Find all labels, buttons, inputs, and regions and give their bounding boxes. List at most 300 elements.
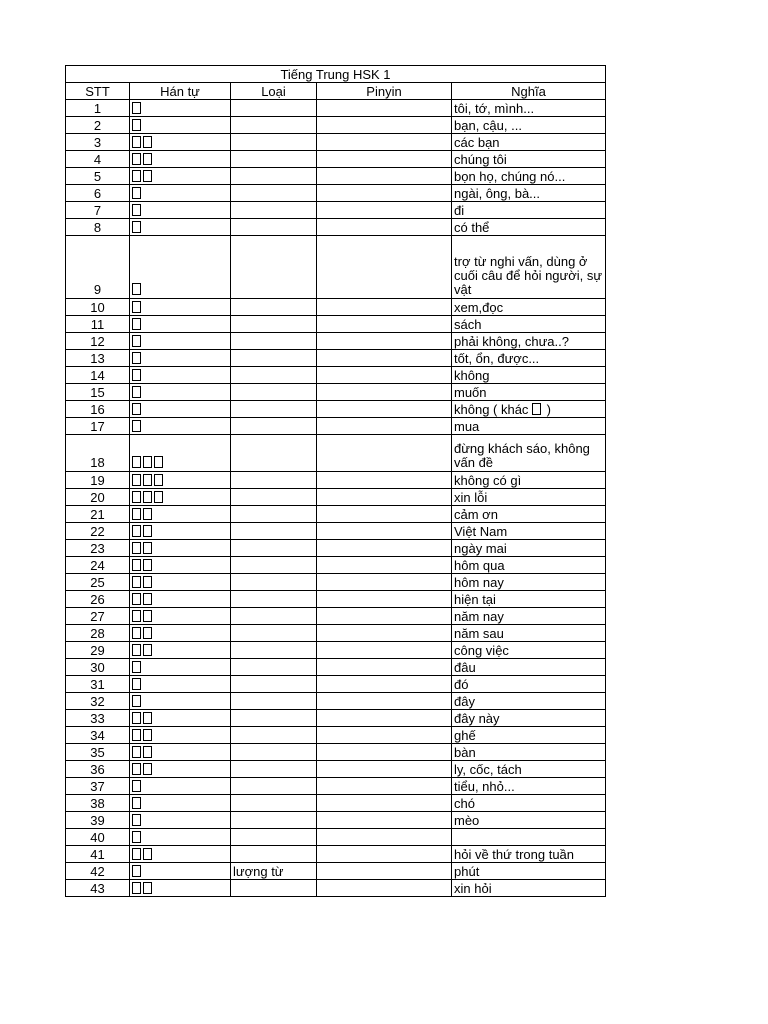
missing-glyph-icon <box>132 865 141 877</box>
vocabulary-table <box>65 65 606 897</box>
cell-stt[interactable]: 1 <box>66 100 130 117</box>
cell-han-tu[interactable] <box>130 710 231 727</box>
missing-glyph-icon <box>132 283 141 295</box>
cell-pinyin[interactable] <box>317 642 452 659</box>
header-han-tu[interactable]: Hán tự <box>130 83 231 100</box>
missing-glyph-icon <box>132 136 141 148</box>
cell-han-tu[interactable] <box>130 727 231 744</box>
missing-glyph-icon <box>132 610 141 622</box>
table-body <box>66 66 606 897</box>
cell-nghia[interactable]: ngày mai <box>452 540 606 557</box>
cell-nghia[interactable]: ghế <box>452 727 606 744</box>
cell-pinyin[interactable] <box>317 100 452 117</box>
cell-loai[interactable] <box>231 219 317 236</box>
cell-loai[interactable] <box>231 418 317 435</box>
cell-han-tu[interactable] <box>130 523 231 540</box>
cell-nghia[interactable]: hôm qua <box>452 557 606 574</box>
cell-han-tu[interactable] <box>130 642 231 659</box>
cell-loai[interactable] <box>231 829 317 846</box>
cell-loai[interactable] <box>231 557 317 574</box>
cell-loai[interactable] <box>231 168 317 185</box>
table-row <box>66 659 606 676</box>
cell-loai[interactable] <box>231 727 317 744</box>
cell-han-tu[interactable] <box>130 744 231 761</box>
missing-glyph-icon <box>132 797 141 809</box>
table-row <box>66 625 606 642</box>
cell-han-tu[interactable] <box>130 489 231 506</box>
cell-han-tu[interactable] <box>130 795 231 812</box>
cell-han-tu[interactable] <box>130 202 231 219</box>
cell-han-tu[interactable] <box>130 299 231 316</box>
cell-stt[interactable]: 2 <box>66 117 130 134</box>
cell-pinyin[interactable] <box>317 880 452 897</box>
cell-han-tu[interactable] <box>130 557 231 574</box>
cell-pinyin[interactable] <box>317 625 452 642</box>
cell-nghia[interactable]: các bạn <box>452 134 606 151</box>
cell-loai[interactable] <box>231 642 317 659</box>
cell-nghia[interactable] <box>452 401 606 418</box>
cell-pinyin[interactable] <box>317 333 452 350</box>
cell-stt[interactable]: 22 <box>66 523 130 540</box>
cell-nghia[interactable]: có thể <box>452 219 606 236</box>
cell-pinyin[interactable] <box>317 472 452 489</box>
cell-stt[interactable]: 35 <box>66 744 130 761</box>
cell-pinyin[interactable] <box>317 418 452 435</box>
cell-pinyin[interactable] <box>317 185 452 202</box>
missing-glyph-icon <box>143 729 152 741</box>
table-row <box>66 185 606 202</box>
cell-nghia[interactable]: cảm ơn <box>452 506 606 523</box>
cell-stt[interactable]: 27 <box>66 608 130 625</box>
missing-glyph-icon <box>143 508 152 520</box>
cell-stt[interactable]: 37 <box>66 778 130 795</box>
cell-han-tu[interactable] <box>130 100 231 117</box>
cell-loai[interactable] <box>231 367 317 384</box>
cell-han-tu[interactable] <box>130 540 231 557</box>
table-row <box>66 418 606 435</box>
cell-pinyin[interactable] <box>317 795 452 812</box>
cell-stt[interactable]: 8 <box>66 219 130 236</box>
cell-stt[interactable]: 16 <box>66 401 130 418</box>
table-row <box>66 846 606 863</box>
cell-stt[interactable]: 5 <box>66 168 130 185</box>
table-row <box>66 350 606 367</box>
cell-loai[interactable] <box>231 333 317 350</box>
table-row <box>66 744 606 761</box>
missing-glyph-icon <box>132 420 141 432</box>
cell-stt[interactable]: 9 <box>66 236 130 299</box>
cell-pinyin[interactable] <box>317 236 452 299</box>
missing-glyph-icon <box>154 491 163 503</box>
cell-pinyin[interactable] <box>317 846 452 863</box>
cell-pinyin[interactable] <box>317 168 452 185</box>
cell-stt[interactable]: 12 <box>66 333 130 350</box>
cell-loai[interactable]: lượng từ <box>231 863 317 880</box>
cell-pinyin[interactable] <box>317 384 452 401</box>
cell-pinyin[interactable] <box>317 608 452 625</box>
cell-loai[interactable] <box>231 384 317 401</box>
cell-nghia[interactable]: đi <box>452 202 606 219</box>
cell-nghia[interactable]: đây này <box>452 710 606 727</box>
missing-glyph-icon <box>132 187 141 199</box>
cell-stt[interactable]: 25 <box>66 574 130 591</box>
cell-nghia[interactable]: xin lỗi <box>452 489 606 506</box>
table-row <box>66 367 606 384</box>
header-nghia[interactable]: Nghĩa <box>452 83 606 100</box>
table-row <box>66 710 606 727</box>
cell-nghia[interactable]: chó <box>452 795 606 812</box>
header-row <box>66 83 606 100</box>
cell-nghia[interactable]: hôm nay <box>452 574 606 591</box>
cell-loai[interactable] <box>231 795 317 812</box>
cell-pinyin[interactable] <box>317 350 452 367</box>
cell-pinyin[interactable] <box>317 540 452 557</box>
cell-stt[interactable]: 32 <box>66 693 130 710</box>
cell-nghia[interactable]: tốt, ổn, được... <box>452 350 606 367</box>
sheet-title[interactable]: Tiếng Trung HSK 1 <box>66 66 606 83</box>
cell-han-tu[interactable] <box>130 401 231 418</box>
cell-loai[interactable] <box>231 693 317 710</box>
table-row <box>66 333 606 350</box>
table-row <box>66 608 606 625</box>
missing-glyph-icon <box>132 644 141 656</box>
missing-glyph-icon <box>132 593 141 605</box>
cell-pinyin[interactable] <box>317 117 452 134</box>
cell-han-tu[interactable] <box>130 608 231 625</box>
cell-han-tu[interactable] <box>130 472 231 489</box>
cell-nghia[interactable]: đây <box>452 693 606 710</box>
table-row <box>66 693 606 710</box>
missing-glyph-icon <box>143 153 152 165</box>
cell-stt[interactable]: 24 <box>66 557 130 574</box>
cell-loai[interactable] <box>231 299 317 316</box>
cell-pinyin[interactable] <box>317 316 452 333</box>
header-stt[interactable]: STT <box>66 83 130 100</box>
cell-pinyin[interactable] <box>317 367 452 384</box>
cell-loai[interactable] <box>231 574 317 591</box>
missing-glyph-icon <box>132 318 141 330</box>
cell-stt[interactable]: 26 <box>66 591 130 608</box>
missing-glyph-icon <box>132 814 141 826</box>
cell-han-tu[interactable] <box>130 676 231 693</box>
cell-stt[interactable]: 18 <box>66 435 130 472</box>
cell-stt[interactable]: 29 <box>66 642 130 659</box>
missing-glyph-icon <box>154 474 163 486</box>
cell-nghia[interactable]: hỏi về thứ trong tuần <box>452 846 606 863</box>
missing-glyph-icon <box>132 352 141 364</box>
cell-pinyin[interactable] <box>317 523 452 540</box>
cell-stt[interactable]: 13 <box>66 350 130 367</box>
cell-pinyin[interactable] <box>317 401 452 418</box>
cell-loai[interactable] <box>231 401 317 418</box>
cell-loai[interactable] <box>231 316 317 333</box>
cell-han-tu[interactable] <box>130 625 231 642</box>
cell-pinyin[interactable] <box>317 489 452 506</box>
cell-stt[interactable]: 36 <box>66 761 130 778</box>
cell-stt[interactable]: 42 <box>66 863 130 880</box>
missing-glyph-icon <box>132 882 141 894</box>
cell-han-tu[interactable] <box>130 350 231 367</box>
cell-stt[interactable]: 6 <box>66 185 130 202</box>
cell-loai[interactable] <box>231 185 317 202</box>
table-row <box>66 557 606 574</box>
cell-nghia[interactable]: bạn, cậu, ... <box>452 117 606 134</box>
cell-loai[interactable] <box>231 472 317 489</box>
missing-glyph-icon <box>132 661 141 673</box>
cell-pinyin[interactable] <box>317 693 452 710</box>
table-row <box>66 812 606 829</box>
missing-glyph-icon <box>132 695 141 707</box>
table-row <box>66 151 606 168</box>
cell-nghia[interactable]: ngài, ông, bà... <box>452 185 606 202</box>
cell-loai[interactable] <box>231 202 317 219</box>
cell-loai[interactable] <box>231 117 317 134</box>
missing-glyph-icon <box>132 729 141 741</box>
header-loai[interactable]: Loại <box>231 83 317 100</box>
cell-loai[interactable] <box>231 134 317 151</box>
cell-loai[interactable] <box>231 435 317 472</box>
missing-glyph-icon <box>132 780 141 792</box>
cell-pinyin[interactable] <box>317 557 452 574</box>
missing-glyph-icon <box>143 627 152 639</box>
header-pinyin[interactable]: Pinyin <box>317 83 452 100</box>
missing-glyph-icon <box>143 763 152 775</box>
cell-loai[interactable] <box>231 591 317 608</box>
table-row <box>66 299 606 316</box>
cell-stt[interactable]: 38 <box>66 795 130 812</box>
cell-han-tu[interactable] <box>130 418 231 435</box>
missing-glyph-icon <box>132 403 141 415</box>
cell-han-tu[interactable] <box>130 117 231 134</box>
cell-han-tu[interactable] <box>130 693 231 710</box>
cell-stt[interactable]: 7 <box>66 202 130 219</box>
cell-pinyin[interactable] <box>317 202 452 219</box>
cell-han-tu[interactable] <box>130 659 231 676</box>
missing-glyph-icon <box>132 170 141 182</box>
cell-han-tu[interactable] <box>130 134 231 151</box>
table-row <box>66 134 606 151</box>
cell-loai[interactable] <box>231 608 317 625</box>
cell-nghia[interactable]: công việc <box>452 642 606 659</box>
missing-glyph-icon <box>143 576 152 588</box>
nghia-text: ) <box>543 402 551 417</box>
cell-pinyin[interactable] <box>317 829 452 846</box>
cell-nghia[interactable]: ly, cốc, tách <box>452 761 606 778</box>
cell-pinyin[interactable] <box>317 727 452 744</box>
cell-loai[interactable] <box>231 710 317 727</box>
missing-glyph-icon <box>143 712 152 724</box>
table-row <box>66 642 606 659</box>
cell-stt[interactable]: 43 <box>66 880 130 897</box>
cell-loai[interactable] <box>231 659 317 676</box>
cell-pinyin[interactable] <box>317 591 452 608</box>
table-row <box>66 168 606 185</box>
cell-loai[interactable] <box>231 100 317 117</box>
missing-glyph-icon <box>132 576 141 588</box>
cell-stt[interactable]: 14 <box>66 367 130 384</box>
cell-nghia[interactable]: phút <box>452 863 606 880</box>
cell-pinyin[interactable] <box>317 134 452 151</box>
cell-stt[interactable]: 31 <box>66 676 130 693</box>
table-row <box>66 506 606 523</box>
cell-nghia[interactable]: mua <box>452 418 606 435</box>
cell-pinyin[interactable] <box>317 506 452 523</box>
table-row <box>66 472 606 489</box>
cell-nghia[interactable] <box>452 829 606 846</box>
cell-loai[interactable] <box>231 761 317 778</box>
nghia-text: không ( khác <box>454 402 533 417</box>
cell-stt[interactable]: 4 <box>66 151 130 168</box>
cell-han-tu[interactable] <box>130 151 231 168</box>
cell-han-tu[interactable] <box>130 506 231 523</box>
cell-stt[interactable]: 40 <box>66 829 130 846</box>
cell-pinyin[interactable] <box>317 863 452 880</box>
cell-nghia[interactable]: không có gì <box>452 472 606 489</box>
cell-loai[interactable] <box>231 523 317 540</box>
cell-pinyin[interactable] <box>317 659 452 676</box>
cell-pinyin[interactable] <box>317 744 452 761</box>
cell-nghia[interactable]: hiện tại <box>452 591 606 608</box>
table-row <box>66 523 606 540</box>
cell-loai[interactable] <box>231 676 317 693</box>
cell-pinyin[interactable] <box>317 574 452 591</box>
table-row <box>66 761 606 778</box>
cell-han-tu[interactable] <box>130 168 231 185</box>
cell-nghia[interactable]: đó <box>452 676 606 693</box>
cell-stt[interactable]: 39 <box>66 812 130 829</box>
missing-glyph-icon <box>132 763 141 775</box>
cell-nghia[interactable]: trợ từ nghi vấn, dùng ở cuối câu để hỏi người, sự vật <box>452 236 606 299</box>
cell-pinyin[interactable] <box>317 676 452 693</box>
cell-stt[interactable]: 20 <box>66 489 130 506</box>
cell-nghia[interactable]: phải không, chưa..? <box>452 333 606 350</box>
cell-han-tu[interactable] <box>130 829 231 846</box>
cell-pinyin[interactable] <box>317 151 452 168</box>
cell-han-tu[interactable] <box>130 778 231 795</box>
cell-loai[interactable] <box>231 846 317 863</box>
missing-glyph-icon <box>143 746 152 758</box>
cell-han-tu[interactable] <box>130 574 231 591</box>
cell-nghia[interactable]: muốn <box>452 384 606 401</box>
table-row <box>66 727 606 744</box>
cell-pinyin[interactable] <box>317 219 452 236</box>
cell-han-tu[interactable] <box>130 236 231 299</box>
cell-nghia[interactable]: đừng khách sáo, không vấn đề <box>452 435 606 472</box>
cell-pinyin[interactable] <box>317 435 452 472</box>
cell-nghia[interactable]: không <box>452 367 606 384</box>
cell-stt[interactable]: 41 <box>66 846 130 863</box>
cell-stt[interactable]: 30 <box>66 659 130 676</box>
cell-loai[interactable] <box>231 506 317 523</box>
missing-glyph-icon <box>132 712 141 724</box>
cell-loai[interactable] <box>231 540 317 557</box>
cell-stt[interactable]: 19 <box>66 472 130 489</box>
cell-stt[interactable]: 15 <box>66 384 130 401</box>
table-row <box>66 202 606 219</box>
cell-han-tu[interactable] <box>130 880 231 897</box>
cell-han-tu[interactable] <box>130 384 231 401</box>
missing-glyph-icon <box>132 831 141 843</box>
cell-stt[interactable]: 17 <box>66 418 130 435</box>
cell-nghia[interactable]: sách <box>452 316 606 333</box>
cell-loai[interactable] <box>231 744 317 761</box>
cell-han-tu[interactable] <box>130 863 231 880</box>
cell-han-tu[interactable] <box>130 367 231 384</box>
cell-loai[interactable] <box>231 880 317 897</box>
missing-glyph-icon <box>132 508 141 520</box>
cell-stt[interactable]: 11 <box>66 316 130 333</box>
table-row <box>66 880 606 897</box>
cell-han-tu[interactable] <box>130 219 231 236</box>
cell-stt[interactable]: 21 <box>66 506 130 523</box>
missing-glyph-icon <box>143 136 152 148</box>
cell-han-tu[interactable] <box>130 846 231 863</box>
cell-loai[interactable] <box>231 778 317 795</box>
cell-nghia[interactable]: mèo <box>452 812 606 829</box>
cell-pinyin[interactable] <box>317 710 452 727</box>
missing-glyph-icon <box>143 644 152 656</box>
cell-loai[interactable] <box>231 489 317 506</box>
missing-glyph-icon <box>132 369 141 381</box>
table-row <box>66 574 606 591</box>
missing-glyph-icon <box>143 525 152 537</box>
cell-stt[interactable]: 3 <box>66 134 130 151</box>
cell-han-tu[interactable] <box>130 333 231 350</box>
cell-loai[interactable] <box>231 350 317 367</box>
cell-han-tu[interactable] <box>130 761 231 778</box>
cell-pinyin[interactable] <box>317 812 452 829</box>
cell-nghia[interactable]: tiểu, nhỏ... <box>452 778 606 795</box>
cell-pinyin[interactable] <box>317 761 452 778</box>
cell-stt[interactable]: 34 <box>66 727 130 744</box>
cell-nghia[interactable]: đâu <box>452 659 606 676</box>
cell-stt[interactable]: 28 <box>66 625 130 642</box>
missing-glyph-icon <box>132 491 141 503</box>
cell-stt[interactable]: 23 <box>66 540 130 557</box>
cell-stt[interactable]: 33 <box>66 710 130 727</box>
cell-han-tu[interactable] <box>130 316 231 333</box>
cell-nghia[interactable]: năm nay <box>452 608 606 625</box>
cell-loai[interactable] <box>231 625 317 642</box>
cell-stt[interactable]: 10 <box>66 299 130 316</box>
missing-glyph-icon <box>132 456 141 468</box>
table-row <box>66 778 606 795</box>
cell-loai[interactable] <box>231 151 317 168</box>
cell-nghia[interactable]: năm sau <box>452 625 606 642</box>
missing-glyph-icon <box>132 627 141 639</box>
cell-nghia[interactable]: tôi, tớ, mình... <box>452 100 606 117</box>
cell-han-tu[interactable] <box>130 435 231 472</box>
missing-glyph-icon <box>132 335 141 347</box>
cell-han-tu[interactable] <box>130 185 231 202</box>
cell-nghia[interactable]: xin hỏi <box>452 880 606 897</box>
missing-glyph-icon <box>132 525 141 537</box>
cell-nghia[interactable]: xem,đọc <box>452 299 606 316</box>
missing-glyph-icon <box>132 386 141 398</box>
cell-han-tu[interactable] <box>130 812 231 829</box>
cell-nghia[interactable]: Việt Nam <box>452 523 606 540</box>
missing-glyph-icon <box>143 593 152 605</box>
cell-nghia[interactable]: bàn <box>452 744 606 761</box>
cell-loai[interactable] <box>231 812 317 829</box>
cell-nghia[interactable]: chúng tôi <box>452 151 606 168</box>
cell-pinyin[interactable] <box>317 778 452 795</box>
cell-nghia[interactable]: bọn họ, chúng nó... <box>452 168 606 185</box>
cell-pinyin[interactable] <box>317 299 452 316</box>
missing-glyph-icon <box>132 678 141 690</box>
cell-loai[interactable] <box>231 236 317 299</box>
cell-han-tu[interactable] <box>130 591 231 608</box>
